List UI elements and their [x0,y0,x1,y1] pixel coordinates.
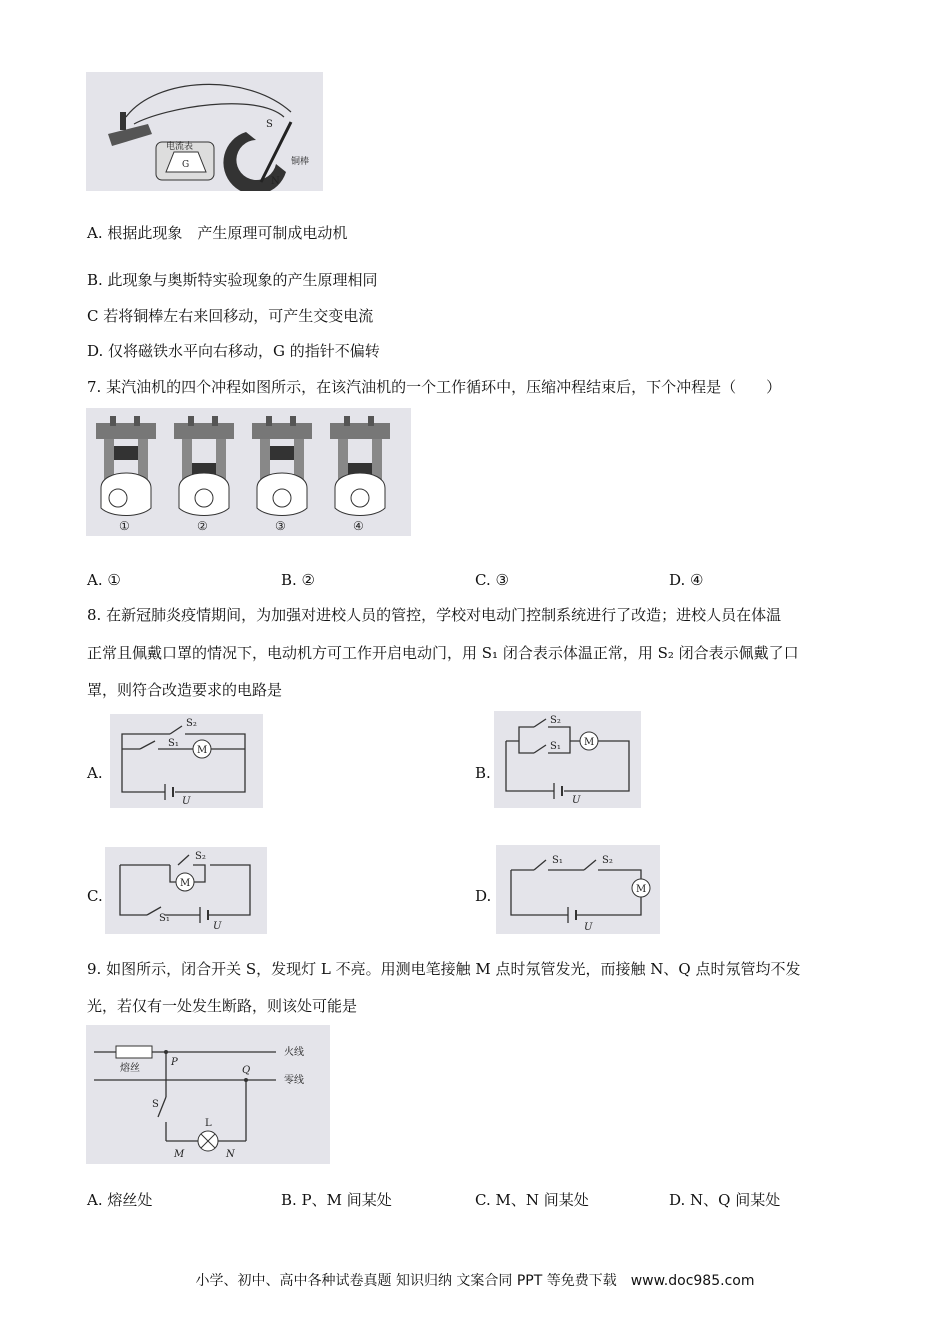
q8-d-u-label: U [584,922,593,933]
q8-d-s2-label: S₂ [602,855,613,866]
q7-figure-label-2: ② [197,519,208,533]
q9-l-label: L [205,1118,212,1129]
q9-live-label: 火线 [284,1047,304,1058]
q6-option-d: D. 仅将磁铁水平向右移动，G 的指针不偏转 [87,342,380,360]
q8-option-a-label: A. [87,764,103,782]
q8-stem-line-2: 正常且佩戴口罩的情况下，电动机方可工作开启电动门，用 S₁ 闭合表示体温正常，用 S₂ 闭合表示佩戴了口 [87,644,799,662]
q7-option-d: D. ④ [669,571,704,589]
q9-n-label: N [226,1149,235,1160]
q8-c-s2-label: S₂ [195,851,206,862]
q9-p-label: P [171,1057,178,1068]
q7-option-a: A. ① [87,571,121,589]
q9-fuse-label: 熔丝 [120,1063,140,1074]
q8-circuit-a [110,714,263,808]
q8-stem-line-3: 罩，则符合改造要求的电路是 [87,681,283,699]
q6-figure [86,72,323,191]
q9-option-b: B. P、M 间某处 [281,1191,392,1209]
q7-figure [86,408,411,536]
q9-neutral-label: 零线 [284,1075,304,1086]
q8-d-m-label: M [636,884,647,895]
q7-figure-label-1: ① [119,519,130,533]
q9-s-label: S [152,1099,159,1110]
q8-c-u-label: U [213,921,222,932]
q8-a-s2-label: S₂ [186,718,197,729]
q8-a-u-label: U [182,796,191,807]
q8-circuit-d [496,845,660,934]
q6-s-label: S [266,119,273,130]
q9-stem-line-1: 9. 如图所示，闭合开关 S，发现灯 L 不亮。用测电笔接触 M 点时氖管发光，而接触 N、Q 点时氖管均不发 [87,960,801,978]
q7-figure-label-4: ④ [353,519,364,533]
q6-option-c: C 若将铜棒左右来回移动，可产生交变电流 [87,307,374,325]
q8-c-m-label: M [180,878,191,889]
q6-meter-label: 电流表 [166,142,194,152]
q8-option-b-label: B. [475,764,491,782]
q8-a-s1-label: S₁ [168,738,179,749]
q6-option-a: A. 根据此现象 产生原理可制成电动机 [87,224,348,242]
q7-stem: 7. 某汽油机的四个冲程如图所示，在该汽油机的一个工作循环中，压缩冲程结束后，下个冲程是（ ） [87,378,782,396]
q9-m-label: M [174,1149,185,1160]
q6-g-label: G [182,160,190,170]
q8-stem-line-1: 8. 在新冠肺炎疫情期间，为加强对进校人员的管控，学校对电动门控制系统进行了改造；进校人员在体温 [87,606,782,624]
q8-b-u-label: U [572,795,581,806]
q8-b-m-label: M [584,737,595,748]
q9-figure [86,1025,330,1164]
q8-b-s1-label: S₁ [550,741,561,752]
q9-stem-line-2: 光，若仅有一处发生断路，则该处可能是 [87,997,358,1015]
q7-option-b: B. ② [281,571,316,589]
q8-a-m-label: M [197,745,208,756]
q6-n-label: N [271,176,280,187]
q7-figure-label-3: ③ [275,519,286,533]
page-footer: 小学、初中、高中各种试卷真题 知识归纳 文案合同 PPT 等免费下载 www.doc985.com [195,1273,755,1289]
q8-b-s2-label: S₂ [550,715,561,726]
q7-option-c: C. ③ [475,571,509,589]
q9-option-c: C. M、N 间某处 [475,1191,589,1209]
q8-circuit-b [494,711,641,808]
q8-option-d-label: D. [475,887,492,905]
q6-rod-label: 铜棒 [291,157,310,167]
q8-option-c-label: C. [87,887,103,905]
q9-q-label: Q [242,1065,251,1076]
q8-c-s1-label: S₁ [159,913,170,924]
q8-circuit-c [105,847,267,934]
q8-d-s1-label: S₁ [552,855,563,866]
q9-option-a: A. 熔丝处 [87,1191,153,1209]
q9-option-d: D. N、Q 间某处 [669,1191,781,1209]
q6-option-b: B. 此现象与奥斯特实验现象的产生原理相同 [87,271,378,289]
